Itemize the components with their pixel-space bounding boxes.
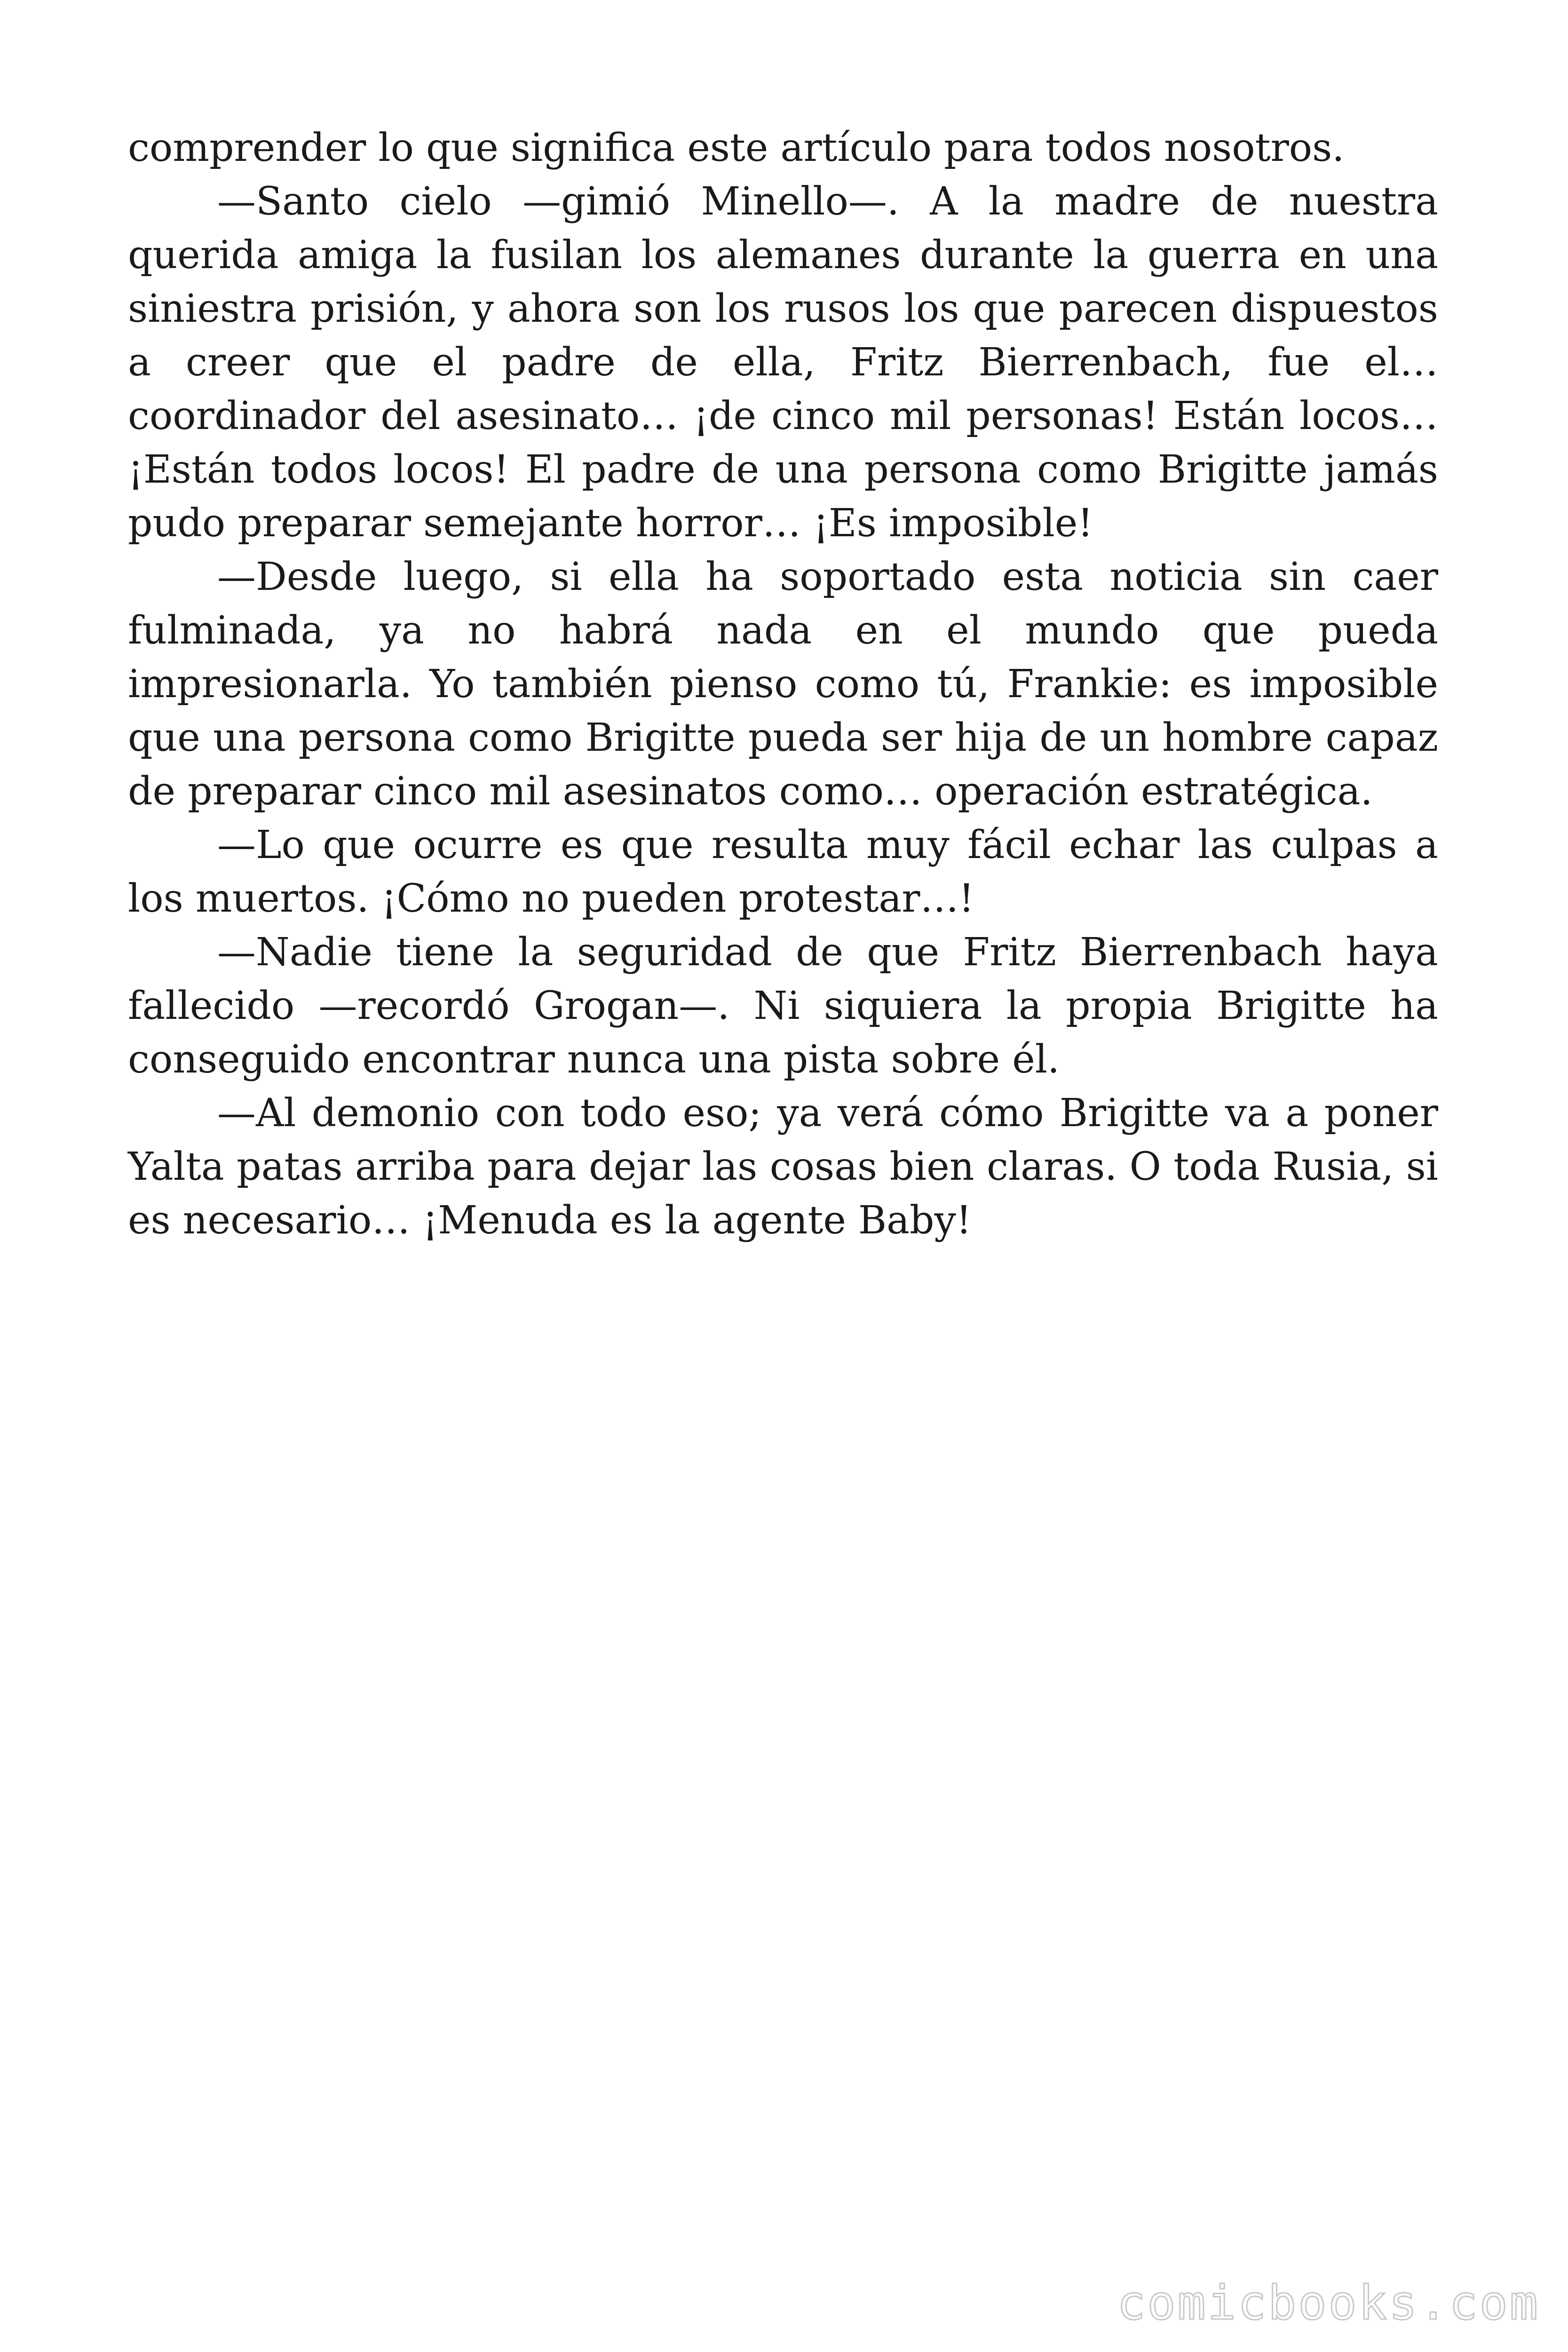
- paragraph: —Al demonio con todo eso; ya verá cómo Brigitte va a poner Yalta patas arriba para dejar las cosas bien claras. O toda Rusia, si es necesario… ¡Menuda es la agente Baby!: [128, 1091, 1438, 1243]
- watermark: comicbooks.com: [1117, 2275, 1540, 2330]
- body-text: [128, 121, 1438, 1248]
- paragraph: —Nadie tiene la seguridad de que Fritz Bierrenbach haya fallecido —recordó Grogan—. Ni siquiera la propia Brigitte ha conseguido encontrar nunca una pista sobre él.: [128, 930, 1438, 1082]
- paragraph: —Desde luego, si ella ha soportado esta noticia sin caer fulminada, ya no habrá nada en el mundo que pueda impresionarla. Yo también pienso como tú, Frankie: es imposible que una persona como Brigitte pueda ser hija de un hombre capaz de preparar cinco mil asesinatos como… operación estratégica.: [128, 555, 1438, 814]
- paragraph: —Santo cielo —gimió Minello—. A la madre de nuestra querida amiga la fusilan los alemanes durante la guerra en una siniestra prisión, y ahora son los rusos los que parecen dispuestos a creer que el padre de ella, Fritz Bierrenbach, fue el… coordinador del asesinato… ¡de cinco mil personas! Están locos… ¡Están todos locos! El padre de una persona como Brigitte jamás pudo preparar semejante horror… ¡Es imposible!: [128, 179, 1438, 546]
- paragraph: —Lo que ocurre es que resulta muy fácil echar las culpas a los muertos. ¡Cómo no pueden protestar…!: [128, 823, 1438, 921]
- paragraph: comprender lo que significa este artículo para todos nosotros.: [128, 126, 1345, 170]
